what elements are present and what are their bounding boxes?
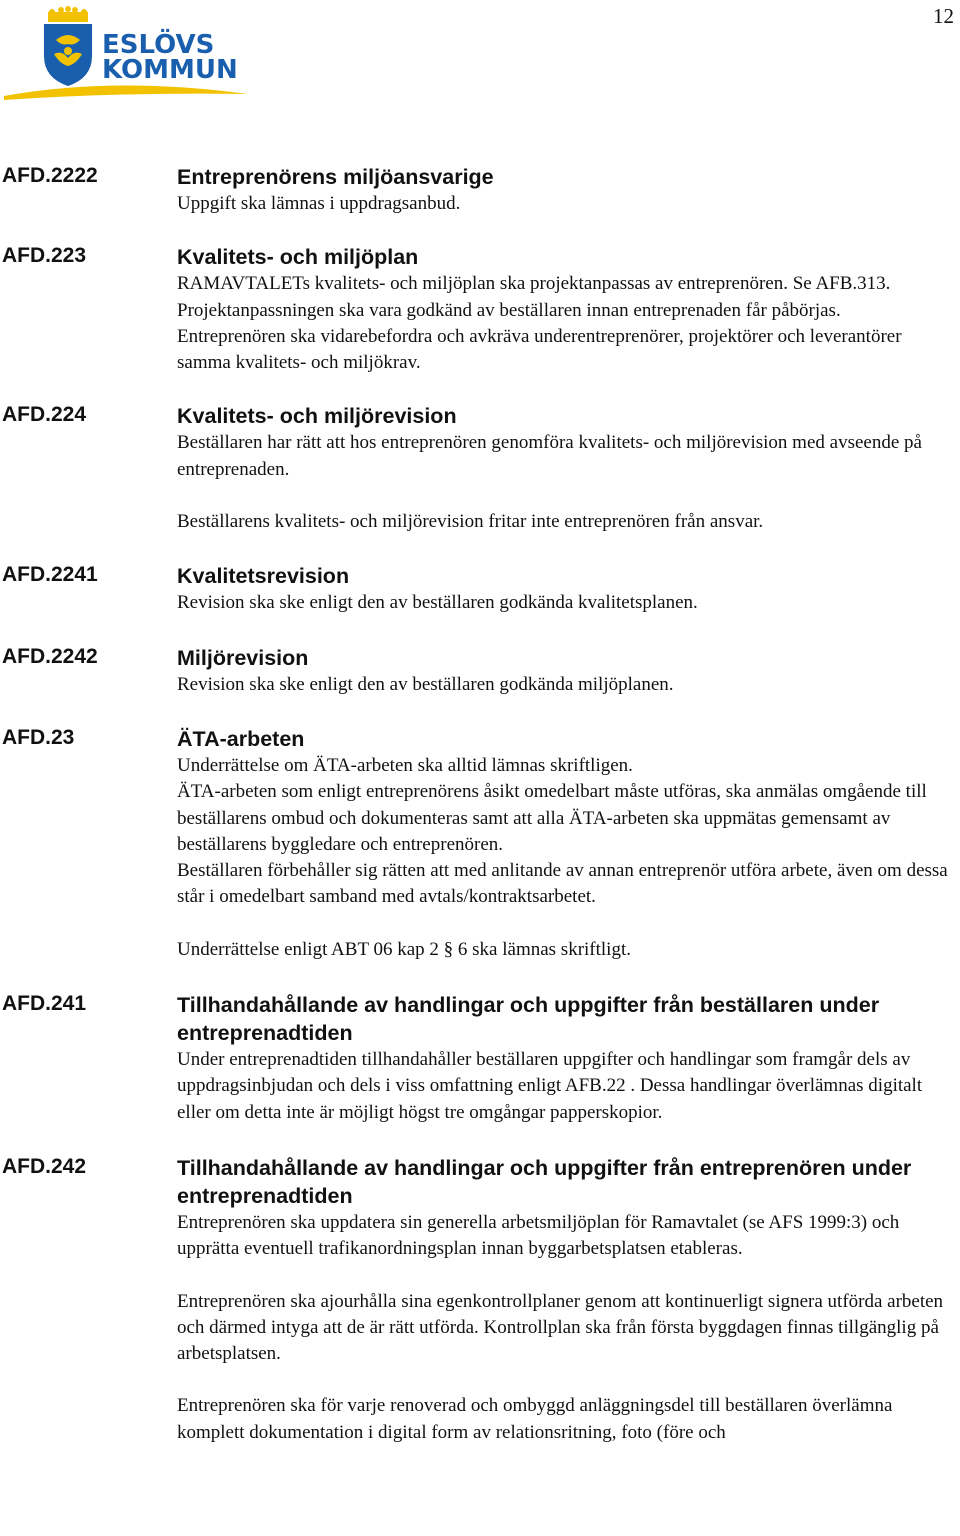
section-title: ÄTA-arbeten xyxy=(177,726,305,751)
section-afd-23 xyxy=(0,725,960,963)
svg-text:ESLÖVS: ESLÖVS xyxy=(102,30,215,60)
section-code: AFD.223 xyxy=(2,244,87,268)
section-code: AFD.2222 xyxy=(2,164,98,187)
eslovs-kommun-logo xyxy=(4,6,252,100)
section-afd-242 xyxy=(0,1154,960,1446)
section-code: AFD.23 xyxy=(2,725,75,749)
section-paragraph: Beställaren har rätt att hos entreprenören genomföra kvalitets- och miljörevision med avseende på entreprenaden. xyxy=(177,432,922,480)
section-paragraph: Entreprenören ska för varje renoverad och ombyggd anläggningsdel till beställaren överlämna komplett dokumentation i digital form av relationsritning, foto (före och xyxy=(177,1395,893,1443)
section-paragraph: Entreprenören ska vidarebefordra och avkräva underentreprenörer, projektörer och leverantörer samma kvalitets- och miljökrav. xyxy=(177,325,902,374)
section-afd-223 xyxy=(0,243,960,376)
section-paragraph: Revision ska ske enligt den av beställaren godkända kvalitetsplanen. xyxy=(177,592,698,614)
section-afd-2242 xyxy=(0,644,960,698)
section-title: Kvalitets- och miljörevision xyxy=(177,404,457,429)
section-code: AFD.2242 xyxy=(2,644,98,668)
section-paragraph: Revision ska ske enligt den av beställaren godkända miljöplanen. xyxy=(177,673,674,695)
section-paragraph: Beställarens kvalitets- och miljörevision fritar inte entreprenören från ansvar. xyxy=(177,511,764,533)
section-title: Tillhandahållande av handlingar och uppgifter från beställaren under entreprenadtiden xyxy=(177,993,880,1046)
section-paragraph: Uppgift ska lämnas i uppdragsanbud. xyxy=(177,193,461,214)
section-paragraph: Entreprenören ska ajourhålla sina egenkontrollplaner genom att kontinuerligt signera utförda arbeten och därmed intyga att de är rätt utförda. Kontrollplan ska från första byggdagen finnas tillgänglig på arbetsplatsen. xyxy=(177,1290,944,1365)
svg-text:KOMMUN: KOMMUN xyxy=(102,55,238,85)
section-afd-2222 xyxy=(0,163,960,217)
section-paragraph: ÄTA-arbeten som enligt entreprenörens åsikt omedelbart måste utföras, ska anmälas omgående till beställarens ombud och dokumenteras samt att alla ÄTA-arbeten ska uppmätas gemensamt av beställarens byggledare och entreprenören. xyxy=(177,781,927,855)
section-paragraph: Underrättelse om ÄTA-arbeten ska alltid lämnas skriftligen. xyxy=(177,754,633,776)
section-code: AFD.2241 xyxy=(2,563,98,587)
section-afd-241 xyxy=(0,991,960,1126)
document-body xyxy=(0,163,960,1446)
section-title: Kvalitets- och miljöplan xyxy=(177,245,419,270)
page-number: 12 xyxy=(933,4,954,28)
section-code: AFD.241 xyxy=(2,992,87,1016)
section-code: AFD.224 xyxy=(2,403,87,427)
section-code: AFD.242 xyxy=(2,1154,87,1178)
section-title: Miljörevision xyxy=(177,645,309,670)
section-title: Tillhandahållande av handlingar och uppgifter från entreprenören under entreprenadtiden xyxy=(177,1155,912,1208)
section-title: Entreprenörens miljöansvarige xyxy=(177,165,494,189)
section-afd-224 xyxy=(0,402,960,535)
section-paragraph: RAMAVTALETs kvalitets- och miljöplan ska projektanpassas av entreprenören. Se AFB.313. Projektanpassningen ska vara godkänd av beställaren innan entreprenaden får påbörjas. xyxy=(177,273,891,321)
section-paragraph: Underrättelse enligt ABT 06 kap 2 § 6 ska lämnas skriftligt. xyxy=(177,938,631,960)
section-paragraph: Entreprenören ska uppdatera sin generella arbetsmiljöplan för Ramavtalet (se AFS 1999:3) och upprätta eventuell trafikanordningsplan innan byggarbetsplatsen etableras. xyxy=(177,1211,900,1260)
section-paragraph: Under entreprenadtiden tillhandahåller beställaren uppgifter och handlingar som framgår dels av uppdragsinbjudan och dels i viss omfattning enligt AFB.22 . Dessa handlingar överlämnas digitalt eller om detta inte är möjligt högst tre omgångar papperskopior. xyxy=(177,1049,923,1123)
section-paragraph: Beställaren förbehåller sig rätten att med anlitande av annan entreprenör utföra arbete, även om dessa står i omedelbart samband med avtals/kontraktsarbetet. xyxy=(177,860,948,908)
section-afd-2241 xyxy=(0,562,960,616)
section-title: Kvalitetsrevision xyxy=(177,564,350,589)
